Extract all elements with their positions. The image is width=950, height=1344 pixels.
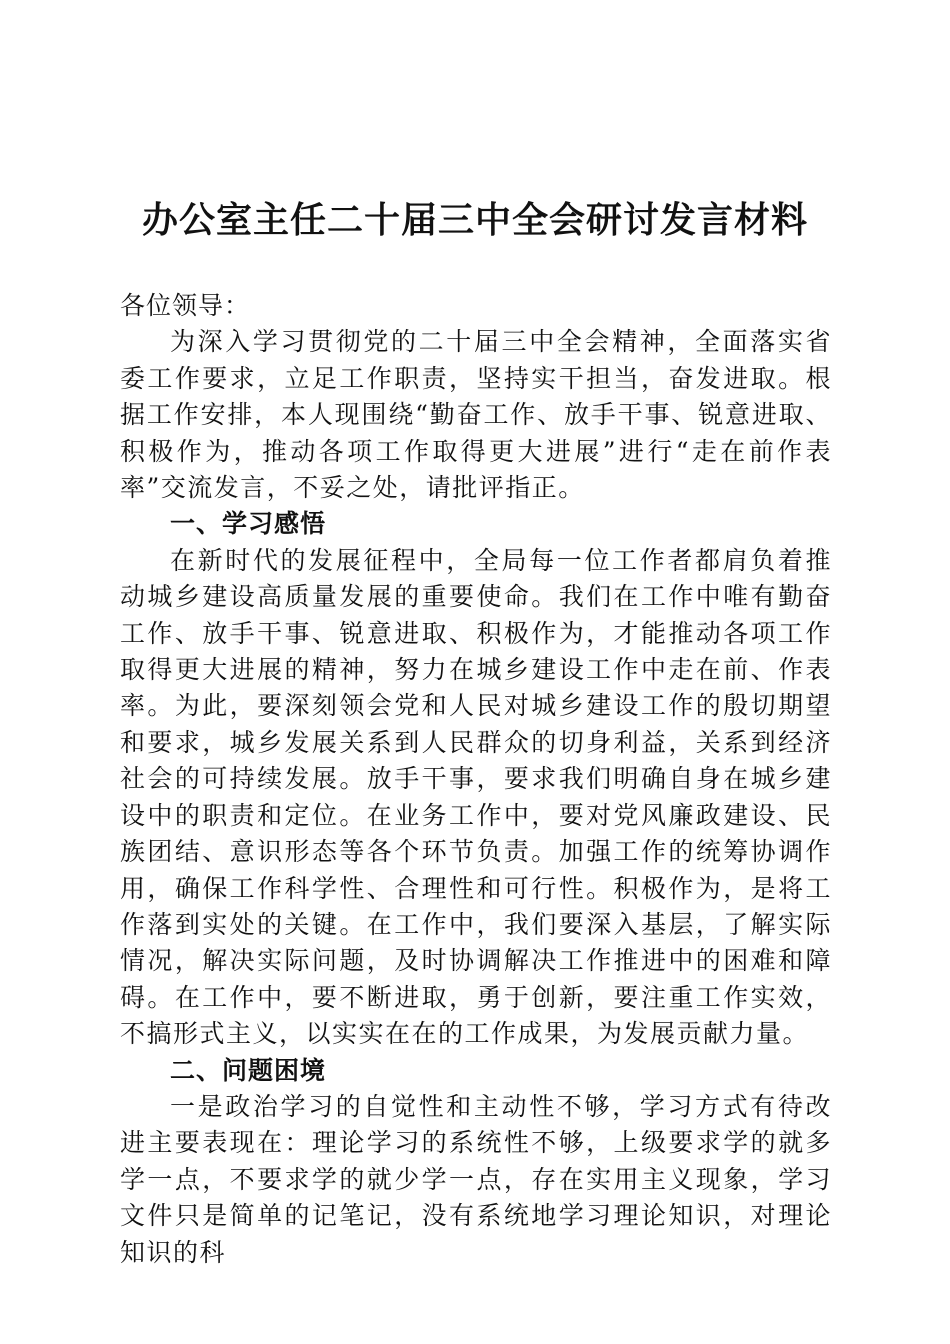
study-paragraph: 在新时代的发展征程中，全局每一位工作者都肩负着推动城乡建设高质量发展的重要使命。我们在工作中唯有勤奋工作、放手干事、锐意进取、积极作为，才能推动各项工作取得更大进展的精神，努力在城乡建设工作中走在前、作表率。为此，要深刻领会党和人民对城乡建设工作的殷切期望和要求，城乡发展关系到人民群众的切身利益，关系到经济社会的可持续发展。放手干事，要求我们明确自身在城乡建设中的职责和定位。在业务工作中，要对党风廉政建设、民族团结、意识形态等各个环节负责。加强工作的统筹协调作用，确保工作科学性、合理性和可行性。积极作为，是将工作落到实处的关键。在工作中，我们要深入基层，了解实际情况，解决实际问题，及时协调解决工作推进中的困难和障碍。在工作中，要不断进取，勇于创新，要注重工作实效，不搞形式主义，以实实在在的工作成果，为发展贡献力量。: [120, 545, 832, 1049]
section-heading-problems: 二、问题困境: [170, 1055, 327, 1085]
document-title: 办公室主任二十届三中全会研讨发言材料: [141, 199, 808, 241]
section-heading-study: 一、学习感悟: [170, 509, 327, 539]
problems-paragraph: 一是政治学习的自觉性和主动性不够，学习方式有待改进主要表现在：理论学习的系统性不够，上级要求学的就多学一点，不要求学的就少学一点，存在实用主义现象，学习文件只是简单的记笔记，没有系统地学习理论知识，对理论知识的科: [120, 1091, 832, 1267]
document-body: [120, 288, 832, 1271]
salutation: 各位领导：: [120, 291, 251, 320]
intro-paragraph: 为深入学习贯彻党的二十届三中全会精神，全面落实省委工作要求，立足工作职责，坚持实干担当，奋发进取。根据工作安排，本人现围绕“勤奋工作、放手干事、锐意进取、积极作为，推动各项工作取得更大进展”进行“走在前作表率”交流发言，不妥之处，请批评指正。: [120, 327, 832, 503]
